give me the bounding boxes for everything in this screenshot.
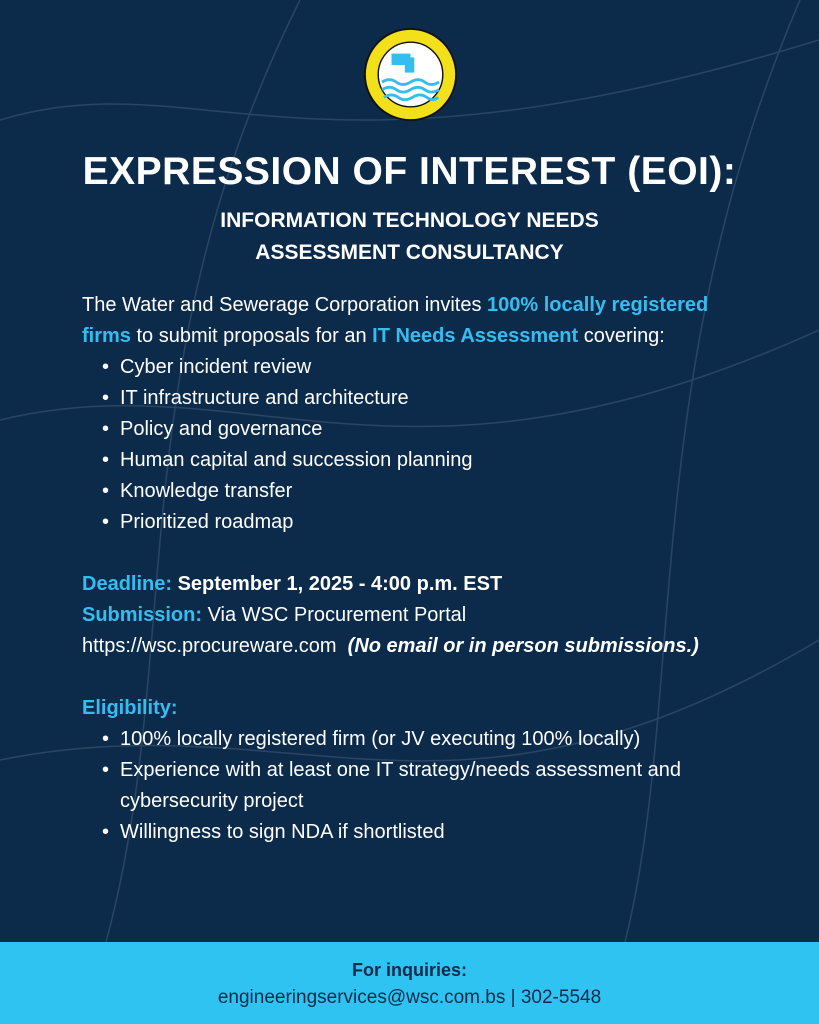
intro-paragraph [82, 290, 742, 352]
submission-link-line [82, 631, 742, 662]
intro-text: The Water and Sewerage Corporation invites [82, 294, 488, 316]
list-item: • Cyber incident review [102, 352, 742, 383]
list-item: • Experience with at least one IT strategy/needs assessment and cybersecurity project [102, 755, 742, 817]
eligibility-label: Eligibility: [82, 697, 178, 719]
eligibility-list [102, 724, 742, 848]
list-item: • 100% locally registered firm (or JV executing 100% locally) [102, 724, 742, 755]
intro-text: covering: [578, 325, 665, 347]
list-item: • IT infrastructure and architecture [102, 383, 742, 414]
contact-info: engineeringservices@wsc.com.bs | 302-5548 [217, 987, 602, 1008]
submission-note: (No email or in person submissions.) [347, 635, 699, 657]
footer-bar [0, 942, 819, 1024]
scope-list [102, 352, 742, 538]
highlight: 100% locally registered firms [82, 294, 709, 347]
wsc-logo [363, 27, 458, 122]
intro-text: to submit proposals for an [130, 325, 373, 347]
list-item: • Prioritized roadmap [102, 507, 742, 538]
subtitle-line: INFORMATION TECHNOLOGY NEEDS [220, 209, 599, 232]
deadline-value: September 1, 2025 - 4:00 p.m. EST [177, 573, 503, 595]
list-item: • Human capital and succession planning [102, 445, 742, 476]
submission-value: Via WSC Procurement Portal [207, 604, 467, 626]
submission [82, 600, 742, 631]
inquiries-label: For inquiries: [351, 960, 467, 980]
list-item: • Willingness to sign NDA if shortlisted [102, 817, 742, 848]
portal-link[interactable]: https://wsc.procureware.com [82, 635, 337, 657]
highlight: IT Needs Assessment [372, 325, 579, 347]
deadline-label: Deadline: [82, 573, 173, 595]
subtitle [0, 205, 819, 269]
subtitle-line: ASSESSMENT CONSULTANCY [255, 241, 564, 264]
page-title: EXPRESSION OF INTEREST (EOI): [82, 150, 737, 193]
content [82, 290, 742, 848]
deadline [82, 569, 742, 600]
submission-label: Submission: [82, 604, 203, 626]
list-item: • Knowledge transfer [102, 476, 742, 507]
list-item: • Policy and governance [102, 414, 742, 445]
